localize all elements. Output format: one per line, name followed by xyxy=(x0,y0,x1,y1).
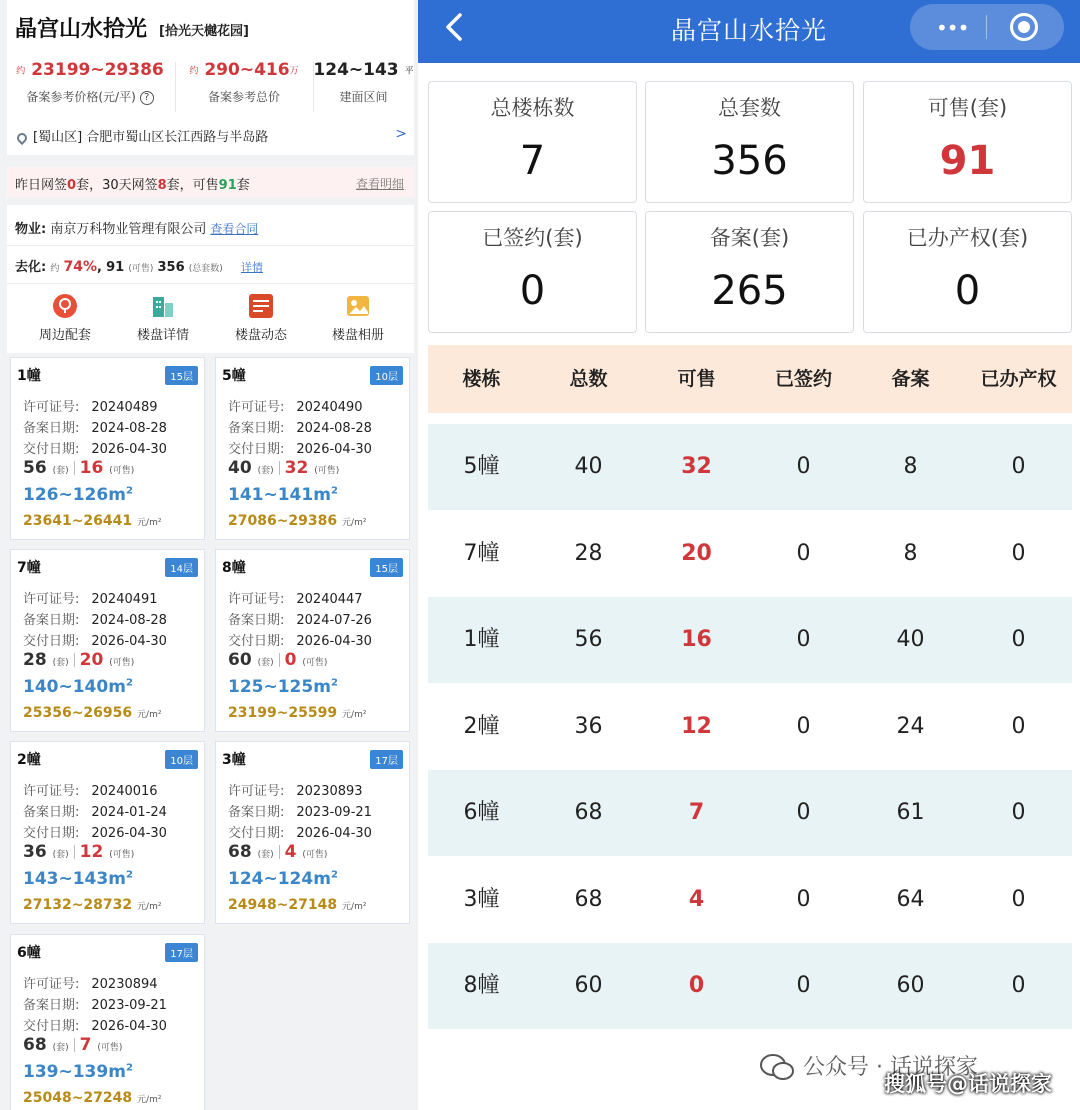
sohu-watermark: 搜狐号@话说探家 xyxy=(884,1072,1052,1096)
summary-label: 已办产权(套) xyxy=(906,226,1029,250)
total-units: 28 xyxy=(23,650,47,670)
sales-stats-pane xyxy=(418,0,1080,1110)
table-cell: 8 xyxy=(903,454,918,479)
help-icon[interactable]: ? xyxy=(140,91,154,105)
area-range: $141\sim 141m^2$ xyxy=(228,485,338,505)
price-range: 25356~26956 元/m² xyxy=(23,705,162,721)
record-date-row: 备案日期: 2024-08-28 xyxy=(23,613,167,628)
unit-count-row: 36 (套) 12 (可售) xyxy=(23,842,135,862)
summary-label: 可售(套) xyxy=(927,96,1008,120)
delivery-date-row: 交付日期: 2026-04-30 xyxy=(23,1019,167,1034)
permit-number: 20230893 xyxy=(296,784,363,799)
price-range: 24948~27148 元/m² xyxy=(228,897,367,913)
summary-card xyxy=(863,81,1072,203)
table-cell: 0 xyxy=(1011,454,1026,479)
record-date-row: 备案日期: 2024-01-24 xyxy=(23,805,167,820)
floor-badge: 15层 xyxy=(370,558,403,577)
price-range: 27132~28732 元/m² xyxy=(23,897,162,913)
summary-card xyxy=(645,81,854,203)
building-name: 8幢 xyxy=(222,560,246,576)
project-alias: [拾光天樾花园] xyxy=(159,24,249,39)
wechat-watermark: 公众号 · 话说探家 xyxy=(803,1055,978,1080)
table-cell: 60 xyxy=(896,973,925,998)
table-header-row xyxy=(428,345,1072,413)
column-header: 总数 xyxy=(569,368,608,390)
area-range: 124~143 xyxy=(313,60,399,80)
table-cell: 16 xyxy=(681,627,712,652)
floor-badge: 17层 xyxy=(165,943,198,962)
unit-count-row: 68 (套) 4 (可售) xyxy=(228,842,328,862)
divider xyxy=(7,245,414,246)
table-cell: 24 xyxy=(896,713,925,739)
table-cell: 0 xyxy=(1011,800,1026,825)
table-row[interactable] xyxy=(428,943,1072,1029)
table-cell: 0 xyxy=(796,973,811,998)
summary-value: 7 xyxy=(519,138,546,184)
table-cell: 36 xyxy=(574,713,603,739)
unit-count-row: 60 (套) 0 (可售) xyxy=(228,650,328,670)
property-row: 物业: 南京万科物业管理有限公司 查看合同 xyxy=(15,222,259,237)
table-cell: 0 xyxy=(796,540,811,566)
available-units: 12 xyxy=(79,842,104,862)
unit-count-row: 40 (套) 32 (可售) xyxy=(228,458,340,478)
permit-row: 许可证号: 20240447 xyxy=(228,592,363,607)
record-date: 2024-08-28 xyxy=(91,421,167,436)
total-price-stat: 约 290~416万 备案参考总价 xyxy=(179,60,309,105)
summary-card xyxy=(428,81,637,203)
destock-details-link[interactable]: 详情 xyxy=(240,261,263,274)
price-range: 23641~26441 元/m² xyxy=(23,513,162,529)
table-cell: 7 xyxy=(688,800,705,825)
permit-number: 20240447 xyxy=(296,592,363,607)
delivery-date: 2026-04-30 xyxy=(91,1019,167,1034)
record-date: 2024-07-26 xyxy=(296,613,372,628)
delivery-date: 2026-04-30 xyxy=(91,826,167,841)
page-title: 晶宫山水拾光 xyxy=(670,16,827,45)
area-range: $139\sim 139m^2$ xyxy=(23,1062,133,1082)
summary-value: 0 xyxy=(519,268,546,314)
unit-price-range: 23199~29386 xyxy=(31,60,164,80)
table-cell: 56 xyxy=(574,627,603,652)
permit-row: 许可证号: 20240491 xyxy=(23,592,158,607)
building-name: 7幢 xyxy=(17,560,41,576)
table-cell: 0 xyxy=(796,454,811,479)
summary-value: 356 xyxy=(711,138,788,184)
delivery-date-row: 交付日期: 2026-04-30 xyxy=(228,826,372,841)
delivery-date: 2026-04-30 xyxy=(296,442,372,457)
divider xyxy=(986,15,987,39)
table-cell: 0 xyxy=(1011,627,1026,652)
location-icon xyxy=(52,293,78,319)
column-header: 已签约 xyxy=(774,368,832,390)
table-cell: 68 xyxy=(574,886,603,912)
title-bar xyxy=(418,0,1080,63)
nav-project-news[interactable]: 楼盘动态 xyxy=(211,293,311,343)
table-row[interactable] xyxy=(428,684,1072,770)
record-date-row: 备案日期: 2023-09-21 xyxy=(23,998,167,1013)
table-cell: 8 xyxy=(903,540,918,566)
unit-count-row: 56 (套) 16 (可售) xyxy=(23,458,135,478)
building-card[interactable] xyxy=(215,357,410,540)
record-date: 2024-08-28 xyxy=(91,613,167,628)
record-date: 2023-09-21 xyxy=(91,998,167,1013)
area-range: $143\sim 143m^2$ xyxy=(23,869,133,889)
table-cell: 8幢 xyxy=(463,973,500,998)
chevron-right-icon: > xyxy=(395,126,407,142)
address-text: [蜀山区] 合肥市蜀山区长江西路与半岛路 xyxy=(33,130,269,145)
delivery-date: 2026-04-30 xyxy=(91,442,167,457)
area-stat: 124~143 平 建面区间 xyxy=(313,60,414,104)
signing-summary-bar: 昨日网签0套，30天网签8套，可售91套 查看明细 xyxy=(7,167,414,197)
total-price-range: 290~416 xyxy=(204,60,290,80)
available-units: 16 xyxy=(79,458,104,478)
total-units: 60 xyxy=(228,650,252,670)
building-card[interactable] xyxy=(10,357,205,540)
record-date: 2024-08-28 xyxy=(296,421,372,436)
area-range: $124\sim 124m^2$ xyxy=(228,869,338,889)
building-card[interactable] xyxy=(215,741,410,924)
table-cell: 61 xyxy=(896,800,925,825)
available-units: 0 xyxy=(284,650,297,670)
summary-label: 总楼栋数 xyxy=(490,96,575,120)
building-name: 2幢 xyxy=(17,752,41,768)
area-range: $125\sim 125m^2$ xyxy=(228,677,338,697)
total-units: 36 xyxy=(23,842,47,862)
summary-card xyxy=(428,211,637,333)
summary-value: 0 xyxy=(954,268,981,314)
price-range: 27086~29386 元/m² xyxy=(228,513,367,529)
table-cell: 40 xyxy=(574,454,603,479)
permit-row: 许可证号: 20240490 xyxy=(228,400,363,415)
available-count: 91 xyxy=(218,178,237,193)
record-date: 2024-01-24 xyxy=(91,805,167,820)
table-cell: 0 xyxy=(1011,540,1026,566)
table-cell: 28 xyxy=(574,540,603,566)
table-cell: 60 xyxy=(574,973,603,998)
permit-number: 20240491 xyxy=(91,592,158,607)
close-miniapp-icon[interactable] xyxy=(1010,13,1038,41)
delivery-date-row: 交付日期: 2026-04-30 xyxy=(23,826,167,841)
table-cell: 32 xyxy=(681,454,712,479)
location-pin-icon xyxy=(15,130,29,144)
table-row[interactable] xyxy=(428,857,1072,943)
table-cell: 0 xyxy=(688,973,705,998)
table-cell: 0 xyxy=(796,886,811,912)
building-name: 6幢 xyxy=(17,945,41,961)
column-header: 楼栋 xyxy=(462,368,501,390)
summary-card xyxy=(863,211,1072,333)
summary-value: 265 xyxy=(711,268,788,314)
table-cell: 7幢 xyxy=(463,540,500,566)
table-cell: 64 xyxy=(896,886,925,912)
unit-price-stat: 约 23199~29386 备案参考价格(元/平) ? xyxy=(16,60,164,104)
summary-card xyxy=(645,211,854,333)
record-date: 2023-09-21 xyxy=(296,805,372,820)
summary-label: 总套数 xyxy=(718,96,781,120)
table-cell: 2幢 xyxy=(463,713,500,739)
area-range: $126\sim 126m^2$ xyxy=(23,485,133,505)
nav-surroundings[interactable]: 周边配套 xyxy=(15,293,115,343)
project-header-card xyxy=(7,0,414,155)
column-header: 已办产权 xyxy=(980,368,1057,390)
view-contract-link[interactable]: 查看合同 xyxy=(210,222,259,236)
building-name: 1幢 xyxy=(17,368,41,384)
available-units: 7 xyxy=(79,1035,92,1055)
building-icon xyxy=(150,293,176,319)
news-icon xyxy=(248,293,274,319)
address-row[interactable] xyxy=(15,126,413,145)
nav-project-album[interactable]: 楼盘相册 xyxy=(308,293,408,343)
property-company: 南京万科物业管理有限公司 xyxy=(50,222,207,237)
table-cell: 4 xyxy=(688,886,705,912)
available-units: 20 xyxy=(79,650,104,670)
permit-number: 20230894 xyxy=(91,977,158,992)
floor-badge: 10层 xyxy=(370,366,403,385)
available-units: 4 xyxy=(284,842,297,862)
table-cell: 68 xyxy=(574,800,603,825)
table-cell: 3幢 xyxy=(463,886,500,912)
floor-badge: 15层 xyxy=(165,366,198,385)
miniapp-capsule xyxy=(910,4,1064,50)
permit-number: 20240016 xyxy=(91,784,158,799)
permit-number: 20240490 xyxy=(296,400,363,415)
yesterday-signed: 0 xyxy=(67,178,77,193)
table-cell: 0 xyxy=(1011,713,1026,739)
available-units: 32 xyxy=(284,458,309,478)
table-row[interactable] xyxy=(428,597,1072,683)
delivery-date-row: 交付日期: 2026-04-30 xyxy=(23,634,167,649)
area-range: $140\sim 140m^2$ xyxy=(23,677,133,697)
table-row[interactable] xyxy=(428,511,1072,597)
permit-row: 许可证号: 20240489 xyxy=(23,400,158,415)
building-name: 3幢 xyxy=(222,752,246,768)
total-price-label: 备案参考总价 xyxy=(207,90,280,104)
table-row[interactable] xyxy=(428,770,1072,856)
project-detail-pane xyxy=(0,0,418,1110)
permit-row: 许可证号: 20240016 xyxy=(23,784,158,799)
table-cell: 5幢 xyxy=(463,454,500,479)
month-signed: 8 xyxy=(157,178,167,193)
delivery-date-row: 交付日期: 2026-04-30 xyxy=(23,442,167,457)
total-units: 68 xyxy=(228,842,252,862)
floor-badge: 10层 xyxy=(165,750,198,769)
building-card[interactable] xyxy=(215,549,410,732)
summary-value: 91 xyxy=(939,138,996,184)
divider xyxy=(7,283,414,284)
table-row[interactable] xyxy=(428,424,1072,510)
table-cell: 20 xyxy=(681,540,712,566)
table-cell: 12 xyxy=(681,713,712,739)
summary-label: 已签约(套) xyxy=(482,226,583,250)
record-date-row: 备案日期: 2024-08-28 xyxy=(23,421,167,436)
destock-percent: 74% xyxy=(63,259,98,275)
building-name: 5幢 xyxy=(222,368,246,384)
permit-row: 许可证号: 20230893 xyxy=(228,784,363,799)
more-menu-icon[interactable]: ••• xyxy=(936,16,969,40)
project-title: 晶宫山水拾光 xyxy=(15,17,148,42)
table-cell: 0 xyxy=(796,713,811,739)
table-cell: 0 xyxy=(1011,973,1026,998)
table-cell: 0 xyxy=(796,800,811,825)
delivery-date-row: 交付日期: 2026-04-30 xyxy=(228,634,372,649)
permit-row: 许可证号: 20230894 xyxy=(23,977,158,992)
floor-badge: 14层 xyxy=(165,558,198,577)
total-units: 40 xyxy=(228,458,252,478)
record-date-row: 备案日期: 2024-08-28 xyxy=(228,421,372,436)
record-date-row: 备案日期: 2024-07-26 xyxy=(228,613,372,628)
view-details-link[interactable]: 查看明细 xyxy=(355,177,404,191)
building-card[interactable] xyxy=(10,934,205,1110)
column-header: 备案 xyxy=(891,368,930,390)
table-cell: 1幢 xyxy=(463,627,500,652)
record-date-row: 备案日期: 2023-09-21 xyxy=(228,805,372,820)
album-icon xyxy=(345,293,371,319)
total-units: 56 xyxy=(23,458,47,478)
delivery-date: 2026-04-30 xyxy=(296,826,372,841)
price-range: 25048~27248 元/m² xyxy=(23,1090,162,1106)
destock-row: 去化: 约 74%, 91 (可售) 356 (总套数) 详情 xyxy=(15,259,263,275)
table-cell: 40 xyxy=(896,627,925,652)
table-cell: 6幢 xyxy=(463,800,500,825)
delivery-date-row: 交付日期: 2026-04-30 xyxy=(228,442,372,457)
delivery-date: 2026-04-30 xyxy=(91,634,167,649)
permit-number: 20240489 xyxy=(91,400,158,415)
nav-project-details[interactable]: 楼盘详情 xyxy=(113,293,213,343)
building-card[interactable] xyxy=(10,741,205,924)
floor-badge: 17层 xyxy=(370,750,403,769)
table-cell: 0 xyxy=(796,627,811,652)
divider xyxy=(175,62,176,112)
table-cell: 0 xyxy=(1011,886,1026,912)
summary-label: 备案(套) xyxy=(709,226,790,250)
delivery-date: 2026-04-30 xyxy=(296,634,372,649)
total-units: 68 xyxy=(23,1035,47,1055)
unit-count-row: 68 (套) 7 (可售) xyxy=(23,1035,123,1055)
price-range: 23199~25599 元/m² xyxy=(228,705,367,721)
area-label: 建面区间 xyxy=(339,90,388,104)
building-card[interactable] xyxy=(10,549,205,732)
wechat-icon xyxy=(760,1054,794,1080)
unit-price-label: 备案参考价格(元/平) xyxy=(26,90,136,104)
unit-count-row: 28 (套) 20 (可售) xyxy=(23,650,135,670)
column-header: 可售 xyxy=(677,368,716,390)
